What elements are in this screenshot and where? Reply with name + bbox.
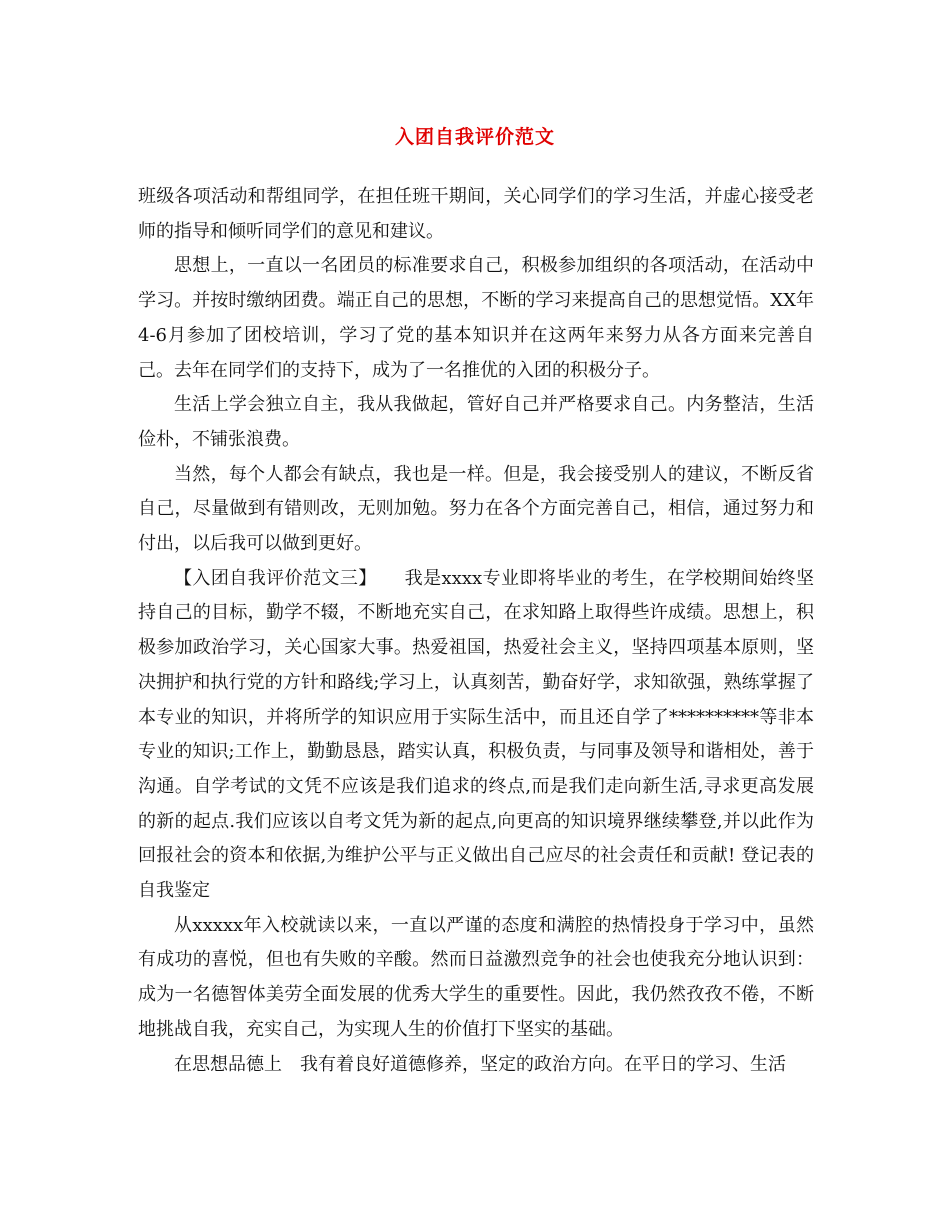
paragraph: 生活上学会独立自主，我从我做起，管好自己并严格要求自己。内务整洁，生活俭朴，不铺张浪费。 (138, 394, 814, 450)
paragraph: 班级各项活动和帮组同学，在担任班干期间，关心同学们的学习生活，并虚心接受老师的指导和倾听同学们的意见和建议。 (138, 186, 814, 242)
document-body (138, 180, 814, 1082)
document-title: 入团自我评价范文 (394, 126, 555, 148)
paragraph: 在思想品德上 我有着良好道德修养，坚定的政治方向。在平日的学习、生活 (174, 1053, 786, 1075)
paragraph: 思想上，一直以一名团员的标准要求自己，积极参加组织的各项活动，在活动中学习。并按时缴纳团费。端正自己的思想，不断的学习来提高自己的思想觉悟。XX年4-6月参加了团校培训，学习了党的基本知识并在这两年来努力从各方面来完善自己。去年在同学们的支持下，成为了一名推优的入团的积极分子。 (138, 255, 814, 381)
paragraph: 【入团自我评价范文三】 我是xxxx专业即将毕业的考生，在学校期间始终坚持自己的目标，勤学不辍，不断地充实自己，在求知路上取得些许成绩。思想上，积极参加政治学习，关心国家大事。热爱祖国，热爱社会主义，坚持四项基本原则，坚决拥护和执行党的方针和路线;学习上，认真刻苦，勤奋好学，求知欲强，熟练掌握了本专业的知识，并将所学的知识应用于实际生活中，而且还自学了**********等非本专业的知识;工作上，勤勤恳恳，踏实认真，积极负责，与同事及领导和谐相处，善于沟通。自学考试的文凭不应该是我们追求的终点,而是我们走向新生活,寻求更高发展的新的起点.我们应该以自考文凭为新的起点,向更高的知识境界继续攀登,并以此作为回报社会的资本和依据,为维护公平与正义做出自己应尽的社会责任和贡献! 登记表的自我鉴定 (138, 567, 814, 902)
paragraph: 当然，每个人都会有缺点，我也是一样。但是，我会接受别人的建议，不断反省自己，尽量做到有错则改，无则加勉。努力在各个方面完善自己，相信，通过努力和付出，以后我可以做到更好。 (138, 463, 814, 555)
paragraph: 从xxxxx年入校就读以来，一直以严谨的态度和满腔的热情投身于学习中，虽然有成功的喜悦，但也有失败的辛酸。然而日益激烈竞争的社会也使我充分地认识到：成为一名德智体美劳全面发展的优秀大学生的重要性。因此，我仍然孜孜不倦，不断地挑战自我，充实自己，为实现人生的价值打下坚实的基础。 (138, 914, 814, 1040)
